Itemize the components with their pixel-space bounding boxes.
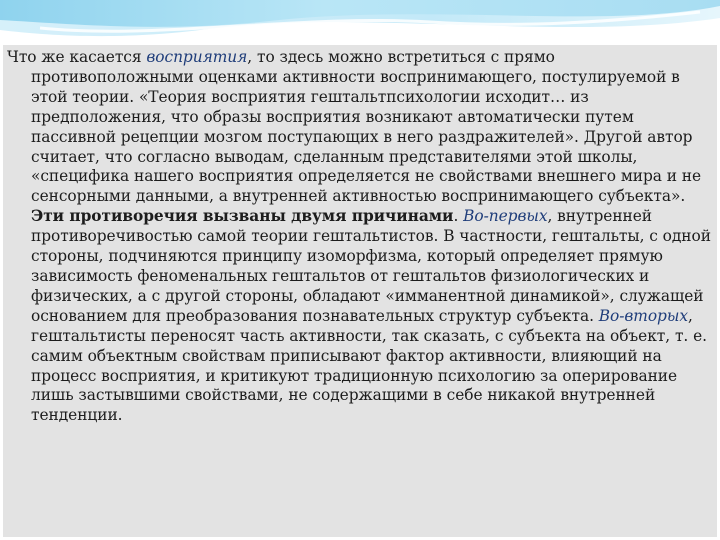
body-paragraph [7, 48, 720, 426]
paragraph-text-1: Что же касается [7, 48, 147, 66]
paragraph-text-5: , гештальтисты переносят часть активности, так сказать, с субъекта на объект, т. е. самим объектным свойствам приписывают фактор активности, влияющий на процесс восприятия, и критикуют традиционную психологию за оперирование лишь застывшими свойствами, не содержащими в себе никакой внутренней тенденции. [31, 306, 707, 425]
paragraph-text-4: , внутренней противоречивостью самой теории гештальтистов. В частности, гештальты, с одной стороны, подчиняются принципу изоморфизма, который определяет прямую зависимость феноменальных гештальтов от гештальтов физиологических и физических, а с другой стороны, обладают «имманентной динамикой», служащей основанием для преобразования познавательных структур субъекта. [31, 207, 711, 325]
paragraph-text-2: , то здесь можно встретиться с прямо противоположными оценками активности воспринимающего, постулируемой в этой теории. «Теория восприятия гештальтпсихологии исходит… из предположения, что образы восприятия возникают автоматически путем пассивной рецепции мозгом поступающих в него раздражителей». Другой автор считает, что согласно выводам, сделанным представителями этой школы, «специфика нашего восприятия определяется не свойствами внешнего мира и не сенсорными данными, а внутренней активностью воспринимающего субъекта». [31, 48, 702, 206]
bold-contradictions: Эти противоречия вызваны двумя причинами [31, 207, 454, 226]
emphasis-secondly: Во-вторых [598, 306, 688, 325]
emphasis-firstly: Во-первых [463, 207, 548, 226]
emphasis-perception: восприятия [146, 48, 248, 66]
paragraph-text-3: . [453, 207, 464, 226]
